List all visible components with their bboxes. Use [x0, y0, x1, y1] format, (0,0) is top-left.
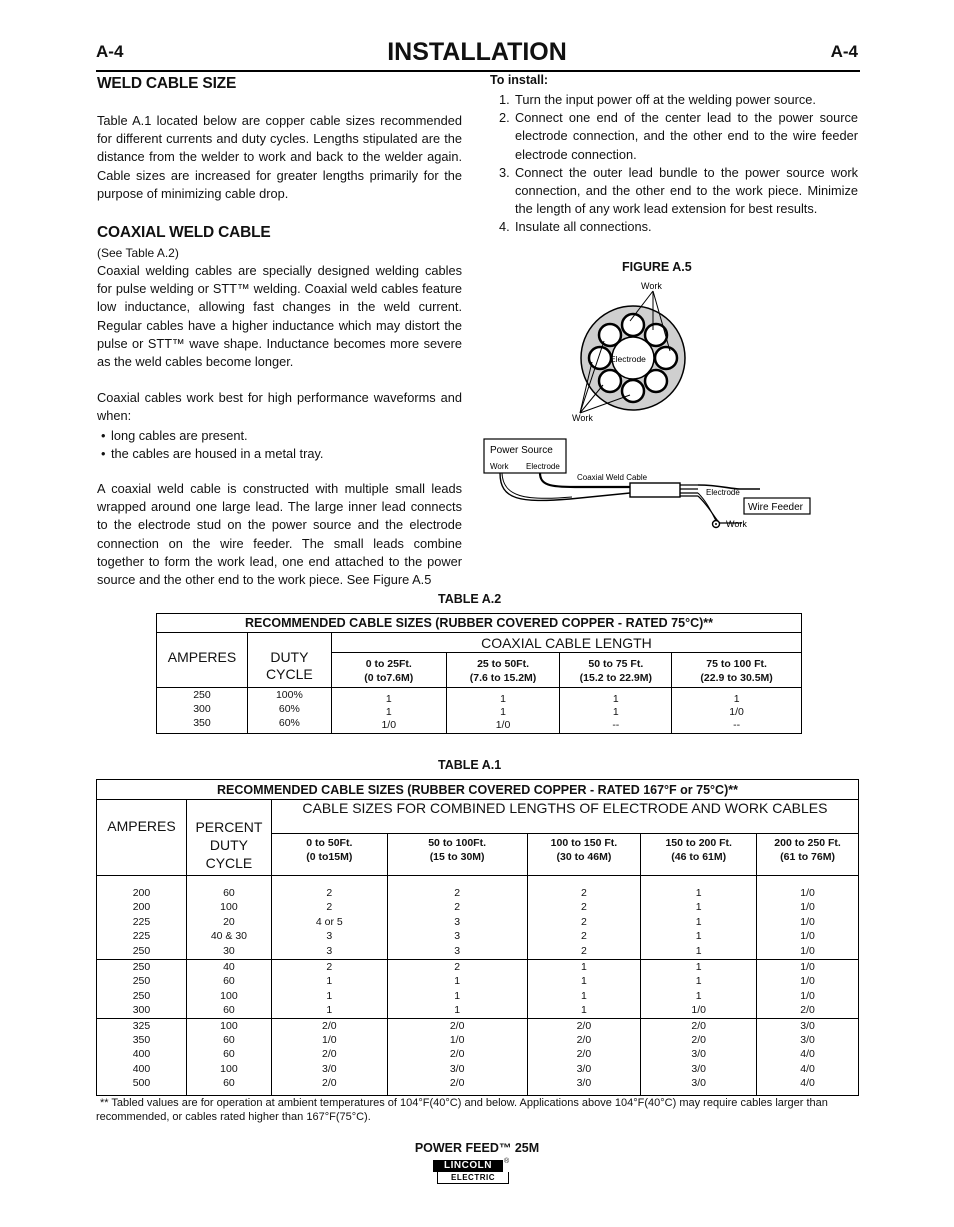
- page-code-left: A-4: [96, 42, 124, 61]
- power-source-label: Power Source: [490, 445, 553, 456]
- table-a2-length-header: COAXIAL CABLE LENGTH: [331, 633, 801, 653]
- table-a1-duty-header: PERCENT DUTY CYCLE: [186, 800, 271, 876]
- coax-cross-section: [572, 281, 685, 423]
- table-a2: [156, 613, 802, 734]
- table-a2-value-cell: 1 1 1/0: [446, 688, 560, 734]
- table-a2-amps-cell: 250 300 350: [157, 688, 248, 734]
- table-a1-value-cell: 2 2 3 3 3: [387, 876, 527, 960]
- table-a1-amps-cell: 200 200 225 225 250: [97, 876, 187, 960]
- see-table-note: (See Table A.2): [97, 246, 179, 260]
- table-a1-value-cell: 2/0 1/0 2/0 3/0 2/0: [271, 1018, 387, 1095]
- table-a1-value-cell: 1 1 1 1 1: [641, 876, 757, 960]
- table-a1: [96, 779, 859, 1096]
- ps-electrode-label: Electrode: [526, 462, 560, 471]
- electrode-label-center: Electrode: [610, 354, 646, 364]
- weld-cable-size-heading: WELD CABLE SIZE: [97, 75, 237, 92]
- table-a1-col-header: 150 to 200 Ft. (46 to 61M): [641, 834, 757, 876]
- table-a1-value-cell: 1/0 1/0 1/0 2/0: [757, 960, 859, 1019]
- table-a1-amperes-header: AMPERES: [97, 800, 187, 876]
- table-a1-value-cell: 2 2 2 2 2: [527, 876, 641, 960]
- table-a1-value-cell: 1/0 1/0 1/0 1/0 1/0: [757, 876, 859, 960]
- table-a2-col-header: 50 to 75 Ft. (15.2 to 22.9M): [560, 653, 672, 688]
- wire-feeder-box: [744, 498, 810, 514]
- install-step: 2. Connect one end of the center lead to the power source electrode connection, and the other end to the wire feeder electrode connection.: [499, 110, 858, 162]
- table-a1-title: RECOMMENDED CABLE SIZES (RUBBER COVERED COPPER - RATED 167°F or 75°C)**: [97, 780, 859, 800]
- table-a1-col-header: 0 to 50Ft. (0 to15M): [271, 834, 387, 876]
- table-a2-caption: TABLE A.2: [438, 592, 502, 606]
- install-step: 4. Insulate all connections.: [499, 219, 652, 235]
- table-a1-value-cell: 2 1 1 1: [387, 960, 527, 1019]
- header-rule: [96, 70, 860, 72]
- table-a1-value-cell: 1 1 1 1: [527, 960, 641, 1019]
- table-a1-value-cell: 3/0 3/0 4/0 4/0 4/0: [757, 1018, 859, 1095]
- install-heading: To install:: [490, 73, 549, 87]
- table-a2-value-cell: 1 1/0 --: [672, 688, 802, 734]
- work-label-top: Work: [641, 281, 662, 291]
- table-a1-value-cell: 1 1 1 1/0: [641, 960, 757, 1019]
- table-a2-title: RECOMMENDED CABLE SIZES (RUBBER COVERED COPPER - RATED 75°C)**: [157, 614, 802, 633]
- coaxial-heading: COAXIAL WELD CABLE: [97, 224, 271, 241]
- table-a1-col-header: 200 to 250 Ft. (61 to 76M): [757, 834, 859, 876]
- figure-caption: FIGURE A.5: [622, 260, 692, 274]
- table-a2-col-header: 0 to 25Ft. (0 to7.6M): [331, 653, 446, 688]
- table-a1-value-cell: 2/0 2/0 2/0 3/0 3/0: [527, 1018, 641, 1095]
- figure-a5-diagram: [480, 275, 820, 535]
- table-a1-amps-cell: 250 250 250 300: [97, 960, 187, 1019]
- table-a1-duty-cell: 60 100 20 40 & 30 30: [186, 876, 271, 960]
- coaxial-paragraph-1: Coaxial welding cables are specially designed welding cables for pulse welding or STT™ welding. Coaxial weld cables feature low inductance, allowing fast changes in the weld current. Regular cables have a higher inductance which may distort the pulse or STT™ wave shape. Inductance becomes more severe as the weld cables become longer.: [97, 263, 462, 370]
- table-a1-value-cell: 2 1 1 1: [271, 960, 387, 1019]
- table-a2-value-cell: 1 1 1/0: [331, 688, 446, 734]
- table-a2-col-header: 75 to 100 Ft. (22.9 to 30.5M): [672, 653, 802, 688]
- coax-cable-label: Coaxial Weld Cable: [577, 473, 648, 482]
- install-step: 1. Turn the input power off at the welding power source.: [499, 92, 816, 107]
- table-a1-col-header: 50 to 100Ft. (15 to 30M): [387, 834, 527, 876]
- table-a1-amps-cell: 325 350 400 400 500: [97, 1018, 187, 1095]
- table-a1-duty-cell: 100 60 60 100 60: [186, 1018, 271, 1095]
- table-a1-length-header: CABLE SIZES FOR COMBINED LENGTHS OF ELECTRODE AND WORK CABLES: [271, 800, 858, 834]
- bullet-item: • the cables are housed in a metal tray.: [97, 445, 462, 463]
- table-a2-duty-cell: 100% 60% 60%: [247, 688, 331, 734]
- work-label-bottom: Work: [572, 413, 593, 423]
- ps-work-label: Work: [490, 462, 509, 471]
- table-a1-duty-cell: 40 60 100 60: [186, 960, 271, 1019]
- page-title: INSTALLATION: [387, 38, 567, 66]
- coaxial-bullet-list: [97, 427, 462, 463]
- table-a1-value-cell: 2 2 4 or 5 3 3: [271, 876, 387, 960]
- wf-work-label: Work: [726, 519, 747, 529]
- bullet-item: • long cables are present.: [97, 427, 462, 445]
- install-step: 3. Connect the outer lead bundle to the power source work connection, and the other end to the work piece. Minimize the length of any work lead extension for best results.: [499, 164, 858, 217]
- power-source-box: [484, 439, 566, 473]
- product-name: POWER FEED™ 25M: [414, 1141, 540, 1155]
- table-a2-amperes-header: AMPERES: [157, 633, 248, 688]
- table-a1-col-header: 100 to 150 Ft. (30 to 46M): [527, 834, 641, 876]
- footnote: ** Tabled values are for operation at ambient temperatures of 104°F(40°C) and below. Applications above 104°F(40°C) may require cables larger than recommended, or cables rated higher than 167°F(75°C).: [96, 1097, 828, 1123]
- table-a2-duty-header: DUTY CYCLE: [247, 633, 331, 688]
- coaxial-paragraph-2: Coaxial cables work best for high performance waveforms and when:: [97, 390, 462, 424]
- table-a2-value-cell: 1 1 --: [560, 688, 672, 734]
- weld-cable-size-body: Table A.1 located below are copper cable sizes recommended for different currents and duty cycles. Lengths stipulated are the distance from the welder to work and back to the welder again. Cable sizes are increased for greater lengths primarily for the purpose of minimizing cable drop.: [97, 113, 462, 201]
- table-a2-col-header: 25 to 50Ft. (7.6 to 15.2M): [446, 653, 560, 688]
- lincoln-electric-logo: LINCOLN ® ELECTRIC: [433, 1160, 509, 1184]
- page-code-right: A-4: [830, 42, 858, 61]
- wire-feeder-label: Wire Feeder: [748, 502, 804, 513]
- table-a1-caption: TABLE A.1: [438, 758, 502, 772]
- table-a1-value-cell: 2/0 1/0 2/0 3/0 2/0: [387, 1018, 527, 1095]
- wf-electrode-label: Electrode: [706, 488, 740, 497]
- table-a1-value-cell: 2/0 2/0 3/0 3/0 3/0: [641, 1018, 757, 1095]
- install-steps: [497, 91, 858, 237]
- coaxial-paragraph-3: A coaxial weld cable is constructed with multiple small leads wrapped around one large lead. The large inner lead connects to the electrode stud on the power source and the electrode connection on the wire feeder. The small leads combine together to form the work lead, one end attached to the power source and the other end to the work piece. See Figure A.5: [97, 481, 462, 588]
